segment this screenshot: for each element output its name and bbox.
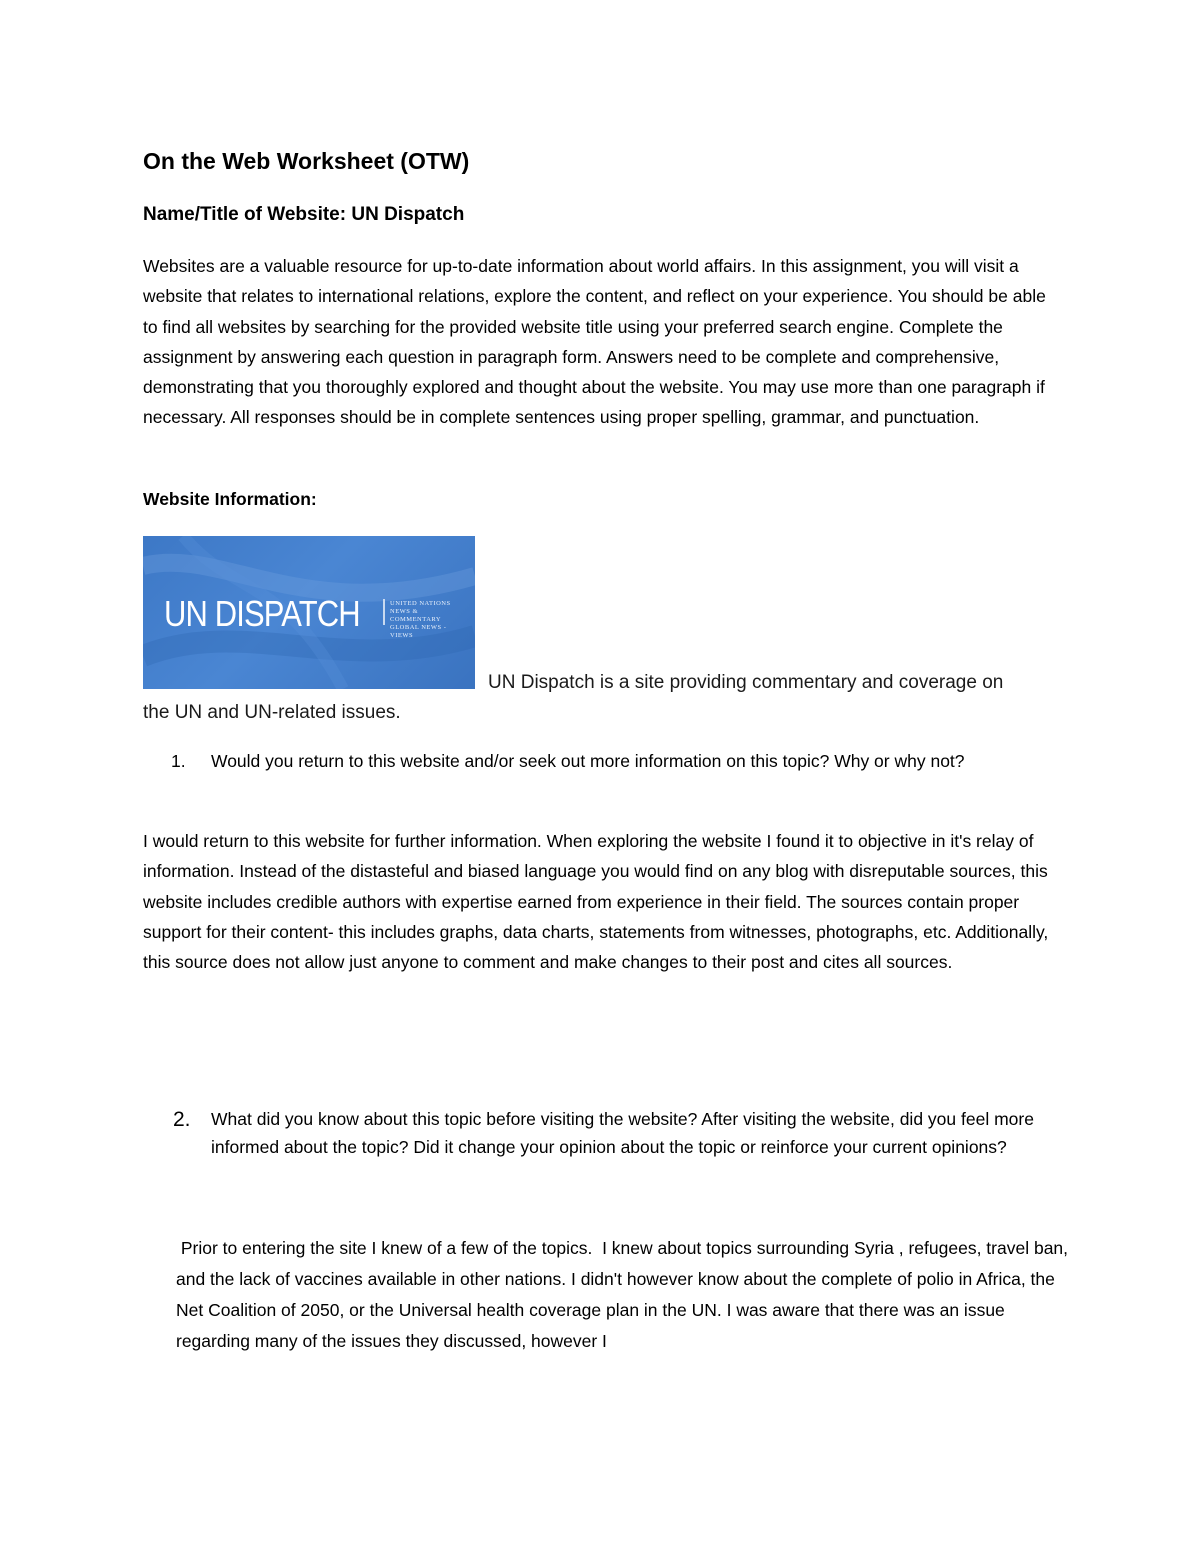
website-name-heading: Name/Title of Website: UN Dispatch — [143, 204, 465, 225]
intro-paragraph: Websites are a valuable resource for up-to-date information about world affairs. In this assignment, you will visit a website that relates to international relations, explore the content, and reflect on your experience. You should be able to find all websites by searching for the provided website title using your preferred search engine. Complete the assignment by answering each question in paragraph form. Answers need to be complete and comprehensive, demonstrating that you thoroughly explored and thought about the website. You may use more than one paragraph if necessary. All responses should be in complete sentences using proper spelling, grammar, and punctuation. — [143, 256, 1046, 428]
answer-1-paragraph: I would return to this website for further information. When exploring the website I found it to objective in it's relay of information. Instead of the distasteful and biased language you would find on any blog with disreputable sources, this website includes credible authors with expertise earned from experience in their field. The sources contain proper support for their content- this includes graphs, data charts, statements from witnesses, photographs, etc. Additionally, this source does not allow just anyone to comment and make changes to their post and cites all sources. — [143, 831, 1049, 973]
question-2-number: 2. — [173, 1108, 191, 1131]
question-2-text: What did you know about this topic before visiting the website? After visiting the website, did you feel more informed about the topic? Did it change your opinion about the topic or reinforce your current opinions? — [211, 1109, 1034, 1157]
un-dispatch-logo-image — [143, 536, 475, 689]
logo-tagline: UNITED NATIONS NEWS & COMMENTARY GLOBAL NEWS - VIEWS — [390, 600, 451, 639]
question-1-number: 1. — [171, 751, 186, 771]
page-title: On the Web Worksheet (OTW) — [143, 148, 470, 174]
answer-2-paragraph: Prior to entering the site I knew of a few of the topics. I knew about topics surrounding Syria , refugees, travel ban, and the lack of vaccines available in other nations. I didn't however know about the complete of polio in Africa, the Net Coalition of 2050, or the Universal health coverage plan in the UN. I was aware that there was an issue regarding many of the issues they discussed, however I — [176, 1238, 1073, 1351]
website-description-line2: the UN and UN-related issues. — [143, 702, 401, 723]
logo-wordmark: UN DISPATCH — [164, 593, 360, 634]
question-1-text: Would you return to this website and/or seek out more information on this topic? Why or why not? — [211, 751, 965, 771]
logo-divider — [383, 599, 385, 625]
website-information-label: Website Information: — [143, 489, 317, 509]
website-description-line1: UN Dispatch is a site providing commentary and coverage on — [488, 672, 1004, 693]
